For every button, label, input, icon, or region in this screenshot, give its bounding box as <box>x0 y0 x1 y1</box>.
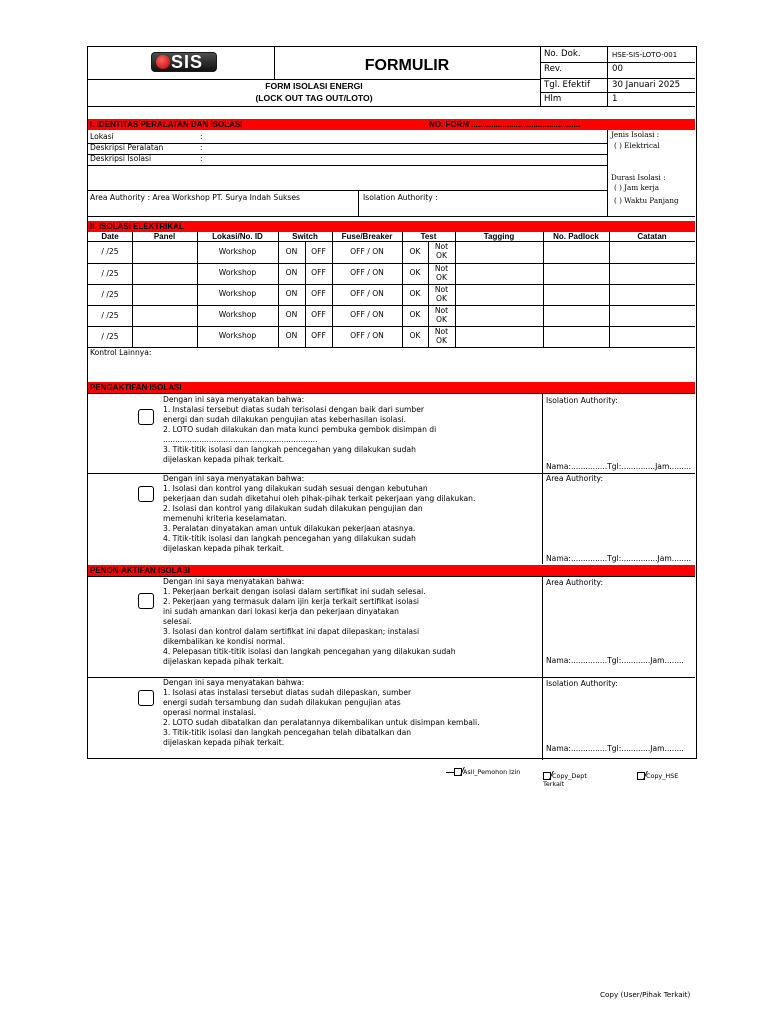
col-date: Date <box>101 232 119 241</box>
form-subtitle-1: FORM ISOLASI ENERGI <box>265 81 363 91</box>
test-ok[interactable]: OK <box>409 268 421 277</box>
copy-hse-label: Copy_HSE <box>646 772 679 780</box>
col-test: Test <box>420 232 437 241</box>
switch-off[interactable]: OFF <box>311 289 326 298</box>
section-penon-aktifan-bar <box>88 565 695 576</box>
table-row <box>88 305 695 326</box>
switch-off[interactable]: OFF <box>311 331 326 340</box>
switch-on[interactable]: ON <box>285 331 298 340</box>
row-lokasi: Workshop <box>218 331 257 340</box>
test-not-ok-line1[interactable]: Not <box>434 306 449 315</box>
form-subtitle-2: (LOCK OUT TAG OUT/LOTO) <box>255 93 373 103</box>
durasi-jam-kerja-option[interactable]: ( ) Jam kerja <box>614 183 660 192</box>
deskripsi-isolasi-sep: : <box>200 154 203 163</box>
row-date[interactable]: / /25 <box>101 247 119 256</box>
test-not-ok-line1[interactable]: Not <box>434 264 449 273</box>
table-row <box>88 284 695 305</box>
penon-aktifan-area-sign-line[interactable]: Nama:...............Tgl:............Jam........ <box>546 656 684 665</box>
col-padlock: No. Padlock <box>553 232 599 241</box>
pengaktifan-isolation-sign-line[interactable]: Nama:...............Tgl:..............Jam......... <box>546 462 692 471</box>
pengaktifan-area-authority-label: Area Authority: <box>546 474 604 483</box>
fuse-breaker[interactable]: OFF / ON <box>350 289 384 298</box>
test-ok[interactable]: OK <box>409 289 421 298</box>
pengaktifan-isolation-authority-label: Isolation Authority: <box>546 396 618 405</box>
durasi-waktu-panjang-option[interactable]: ( ) Waktu Panjang <box>614 196 679 205</box>
section-identitas-bar <box>88 119 695 130</box>
doc-no-value: HSE-SIS-LOTO-001 <box>612 51 678 59</box>
row-date[interactable]: / /25 <box>101 269 119 278</box>
effective-date-value: 30 Januari 2025 <box>612 80 681 90</box>
jenis-isolasi-title: Jenis Isolasi : <box>611 130 660 139</box>
table-row <box>88 326 695 347</box>
logo-mark-icon <box>156 55 170 69</box>
section-elektrikal-title: II. ISOLASI ELEKTRIKAL <box>90 222 184 231</box>
copy-dept-label-2: Terkait <box>543 780 565 788</box>
fuse-breaker[interactable]: OFF / ON <box>350 247 384 256</box>
test-not-ok-line2[interactable]: OK <box>436 336 447 345</box>
section-pengaktifan-title: PENGAKTIFAN ISOLASI <box>90 383 182 392</box>
pengaktifan-area-checkbox[interactable] <box>138 486 154 502</box>
switch-on[interactable]: ON <box>285 289 298 298</box>
rev-value: 00 <box>612 64 623 74</box>
copy-dept-item[interactable] <box>543 772 587 780</box>
checkbox-icon <box>543 772 551 780</box>
lokasi-label: Lokasi <box>90 132 114 141</box>
page-label: Hlm <box>544 94 562 104</box>
penon-aktifan-isolation-sign-line[interactable]: Nama:...............Tgl:............Jam........ <box>546 744 684 753</box>
effective-date-label: Tgl. Efektif <box>544 80 591 90</box>
area-authority-text: Area Authority : Area Workshop PT. Surya Indah Sukses <box>90 193 301 202</box>
pengaktifan-area-sign-line[interactable]: Nama:...............Tgl:...............Jam........ <box>546 554 692 563</box>
row-date[interactable]: / /25 <box>101 290 119 299</box>
lokasi-sep: : <box>200 132 203 141</box>
durasi-isolasi-title: Durasi Isolasi : <box>611 173 666 182</box>
test-not-ok-line2[interactable]: OK <box>436 315 447 324</box>
penon-aktifan-area-checkbox[interactable] <box>138 593 154 609</box>
switch-on[interactable]: ON <box>285 268 298 277</box>
page-value: 1 <box>612 94 618 104</box>
pengaktifan-area-statement: Dengan ini saya menyatakan bahwa: 1. Isolasi dan kontrol yang dilakukan sudah sesuai dengan kebutuhan pekerjaan dan sudah diketahui oleh pihak-pihak terkait pekerjaan yang dilakukan. 2. Isolasi dan kontrol yang dilakukan sudah dilakukan pengujian dan memenuhi kriteria keselamatan. 3. Peralatan dinyatakan aman untuk dilakukan pekerjaan atasnya. 4. Titik-titik isolasi dan langkah pencegahan yang dilakukan sudah dijelaskan kepada pihak terkait. <box>163 474 476 553</box>
test-ok[interactable]: OK <box>409 331 421 340</box>
fuse-breaker[interactable]: OFF / ON <box>350 331 384 340</box>
section-elektrikal-bar <box>88 221 695 232</box>
col-fuse: Fuse/Breaker <box>341 232 393 241</box>
row-lokasi: Workshop <box>218 310 257 319</box>
test-ok[interactable]: OK <box>409 247 421 256</box>
test-not-ok-line2[interactable]: OK <box>436 294 447 303</box>
penon-aktifan-isolation-statement: Dengan ini saya menyatakan bahwa: 1. Isolasi atas instalasi tersebut diatas sudah dilepaskan, sumber energi sudah tersambung dan sudah dilakukan pengujian atas operasi normal instalasi. 2. LOTO sudah dibatalkan dan peralatannya dikembalikan untuk disimpan kembali. 3. Titik-titik isolasi dan langkah pencegahan telah dibatalkan dan dijelaskan kepada pihak terkait. <box>163 678 480 747</box>
section-penon-aktifan-title: PENON-AKTIFAN ISOLASI <box>90 566 191 575</box>
fuse-breaker[interactable]: OFF / ON <box>350 310 384 319</box>
switch-off[interactable]: OFF <box>311 247 326 256</box>
test-ok[interactable]: OK <box>409 310 421 319</box>
row-date[interactable]: / /25 <box>101 311 119 320</box>
section-identitas-title: I. IDENTITAS PERALATAN DAN ISOLASI <box>90 120 243 129</box>
col-panel: Panel <box>153 232 176 241</box>
test-not-ok-line1[interactable]: Not <box>434 242 449 251</box>
penon-aktifan-isolation-checkbox[interactable] <box>138 690 154 706</box>
copy-hse-item[interactable] <box>637 772 678 780</box>
checkbox-icon <box>454 768 462 776</box>
checkbox-icon <box>637 772 645 780</box>
copy-user-label: Copy (User/Pihak Terkait) <box>600 990 691 999</box>
deskripsi-peralatan-sep: : <box>200 143 203 152</box>
col-tagging: Tagging <box>483 232 515 241</box>
pengaktifan-isolation-checkbox[interactable] <box>138 409 154 425</box>
col-catatan: Catatan <box>637 232 667 241</box>
copy-asli-item[interactable] <box>446 768 520 776</box>
sis-logo <box>151 52 217 72</box>
switch-on[interactable]: ON <box>285 310 298 319</box>
test-not-ok-line2[interactable]: OK <box>436 251 447 260</box>
logo-text: SIS <box>171 52 204 72</box>
no-form-label: NO. FORM ................................................. <box>429 120 581 129</box>
copy-asli-label: Asli_Pemohon Izin <box>463 768 521 776</box>
copy-dept-label: Copy_Dept <box>552 772 587 780</box>
row-lokasi: Workshop <box>218 289 257 298</box>
col-switch: Switch <box>292 232 318 241</box>
penon-aktifan-isolation-authority-label: Isolation Authority: <box>546 679 618 688</box>
test-not-ok-line1[interactable]: Not <box>434 327 449 336</box>
deskripsi-isolasi-label: Deskripsi Isolasi <box>90 154 152 163</box>
rev-label: Rev. <box>544 64 563 74</box>
form-title: FORMULIR <box>364 57 450 74</box>
switch-off[interactable]: OFF <box>311 310 326 319</box>
test-not-ok-line1[interactable]: Not <box>434 285 449 294</box>
test-not-ok-line2[interactable]: OK <box>436 273 447 282</box>
deskripsi-peralatan-label: Deskripsi Peralatan <box>90 143 164 152</box>
switch-off[interactable]: OFF <box>311 268 326 277</box>
fuse-breaker[interactable]: OFF / ON <box>350 268 384 277</box>
loto-form <box>87 46 697 759</box>
row-lokasi: Workshop <box>218 268 257 277</box>
col-lokasi: Lokasi/No. ID <box>212 232 263 241</box>
penon-aktifan-area-statement: Dengan ini saya menyatakan bahwa: 1. Pekerjaan berkait dengan isolasi dalam sertifikat ini sudah selesai. 2. Pekerjaan yang termasuk dalam ijin kerja terkait sertifikat isolasi ini sudah amankan dari lokasi kerja dan pekerjaan dinyatakan selesai. 3. Isolasi dan kontrol dalam sertifikat ini dapat dilepaskan; instalasi dikembalikan ke kondisi normal. 4. Pelepasan titik-titik isolasi dan langkah pencegahan yang dilakukan sudah dijelaskan kepada pihak terkait. <box>163 577 456 666</box>
doc-no-label: No. Dok. <box>544 49 581 59</box>
table-row <box>88 241 695 263</box>
isolation-authority-label: Isolation Authority : <box>363 193 438 202</box>
kontrol-lainnya-label: Kontrol Lainnya: <box>90 348 152 357</box>
section-pengaktifan-bar <box>88 382 695 393</box>
pengaktifan-isolation-statement: Dengan ini saya menyatakan bahwa: 1. Instalasi tersebut diatas sudah terisolasi dengan baik dari sumber energi dan sudah dilakukan pengujian atas keberhasilan isolasi. 2. LOTO sudah dilakukan dan mata kunci pembuka gembok disimpan di ................................................................ 3. Titik-titik isolasi dan langkah pencegahan yang dilakukan sudah dijelaskan kepada pihak terkait. <box>163 395 437 464</box>
penon-aktifan-area-authority-label: Area Authority: <box>546 578 604 587</box>
jenis-elektrical-option[interactable]: ( ) Elektrical <box>614 141 660 150</box>
switch-on[interactable]: ON <box>285 247 298 256</box>
table-row <box>88 263 695 284</box>
row-lokasi: Workshop <box>218 247 257 256</box>
row-date[interactable]: / /25 <box>101 332 119 341</box>
